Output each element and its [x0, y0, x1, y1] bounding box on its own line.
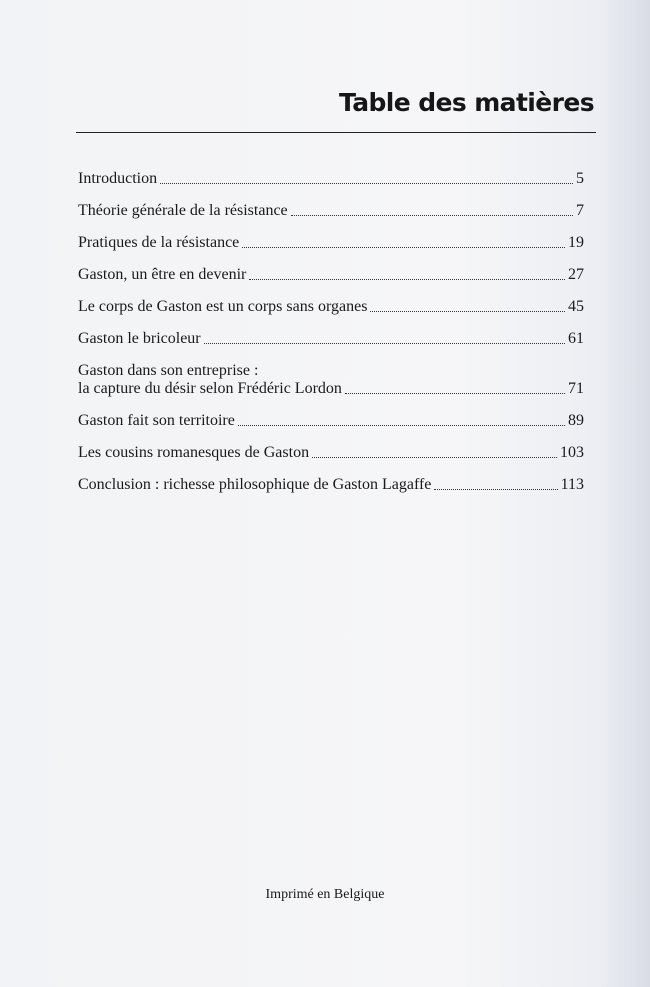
toc-entry-page: 45 — [568, 298, 584, 315]
dot-leader — [434, 489, 557, 490]
toc-entry-title: Pratiques de la résistance — [78, 234, 240, 251]
toc-entry-page: 19 — [568, 234, 584, 251]
toc-entry-title: Introduction — [78, 170, 158, 187]
toc-entry-title: Gaston le bricoleur — [78, 330, 201, 347]
toc-entry-page: 7 — [576, 202, 584, 219]
toc-entry — [78, 170, 584, 188]
dot-leader — [242, 247, 565, 248]
toc-entry-title: Théorie générale de la résistance — [78, 202, 288, 219]
toc-entry — [78, 202, 584, 220]
dot-leader — [370, 311, 565, 312]
dot-leader — [291, 215, 573, 216]
toc-entry-title: Gaston fait son territoire — [78, 412, 235, 429]
title-rule — [76, 132, 596, 133]
toc-entry — [78, 444, 584, 462]
toc-entry — [78, 266, 584, 284]
toc-entry-page: 27 — [568, 266, 584, 283]
table-of-contents — [78, 170, 584, 508]
toc-entry — [78, 234, 584, 252]
toc-entry — [78, 476, 584, 494]
toc-entry-page: 61 — [568, 330, 584, 347]
toc-entry-title: Conclusion : richesse philosophique de Gaston Lagaffe — [78, 476, 432, 493]
toc-entry-title: Le corps de Gaston est un corps sans organes — [78, 298, 368, 315]
dot-leader — [312, 457, 557, 458]
dot-leader — [249, 279, 565, 280]
toc-entry-page: 89 — [568, 412, 584, 429]
toc-entry-title: Gaston, un être en devenir — [78, 266, 247, 283]
toc-entry — [78, 412, 584, 430]
dot-leader — [204, 343, 565, 344]
toc-entry-title: Gaston dans son entreprise : la capture du désir selon Frédéric Lordon — [78, 362, 342, 397]
dot-leader — [160, 183, 573, 184]
toc-entry-title: Les cousins romanesques de Gaston — [78, 444, 310, 461]
toc-entry-page: 71 — [568, 380, 584, 397]
printer-notice: Imprimé en Belgique — [265, 887, 385, 902]
dot-leader — [238, 425, 565, 426]
toc-entry-page: 113 — [560, 476, 584, 493]
toc-entry-page: 103 — [560, 444, 584, 461]
dot-leader — [345, 393, 565, 394]
toc-entry — [78, 362, 584, 398]
toc-entry — [78, 330, 584, 348]
page-title: Table des matières — [338, 88, 594, 117]
toc-entry-page: 5 — [576, 170, 584, 187]
toc-entry — [78, 298, 584, 316]
